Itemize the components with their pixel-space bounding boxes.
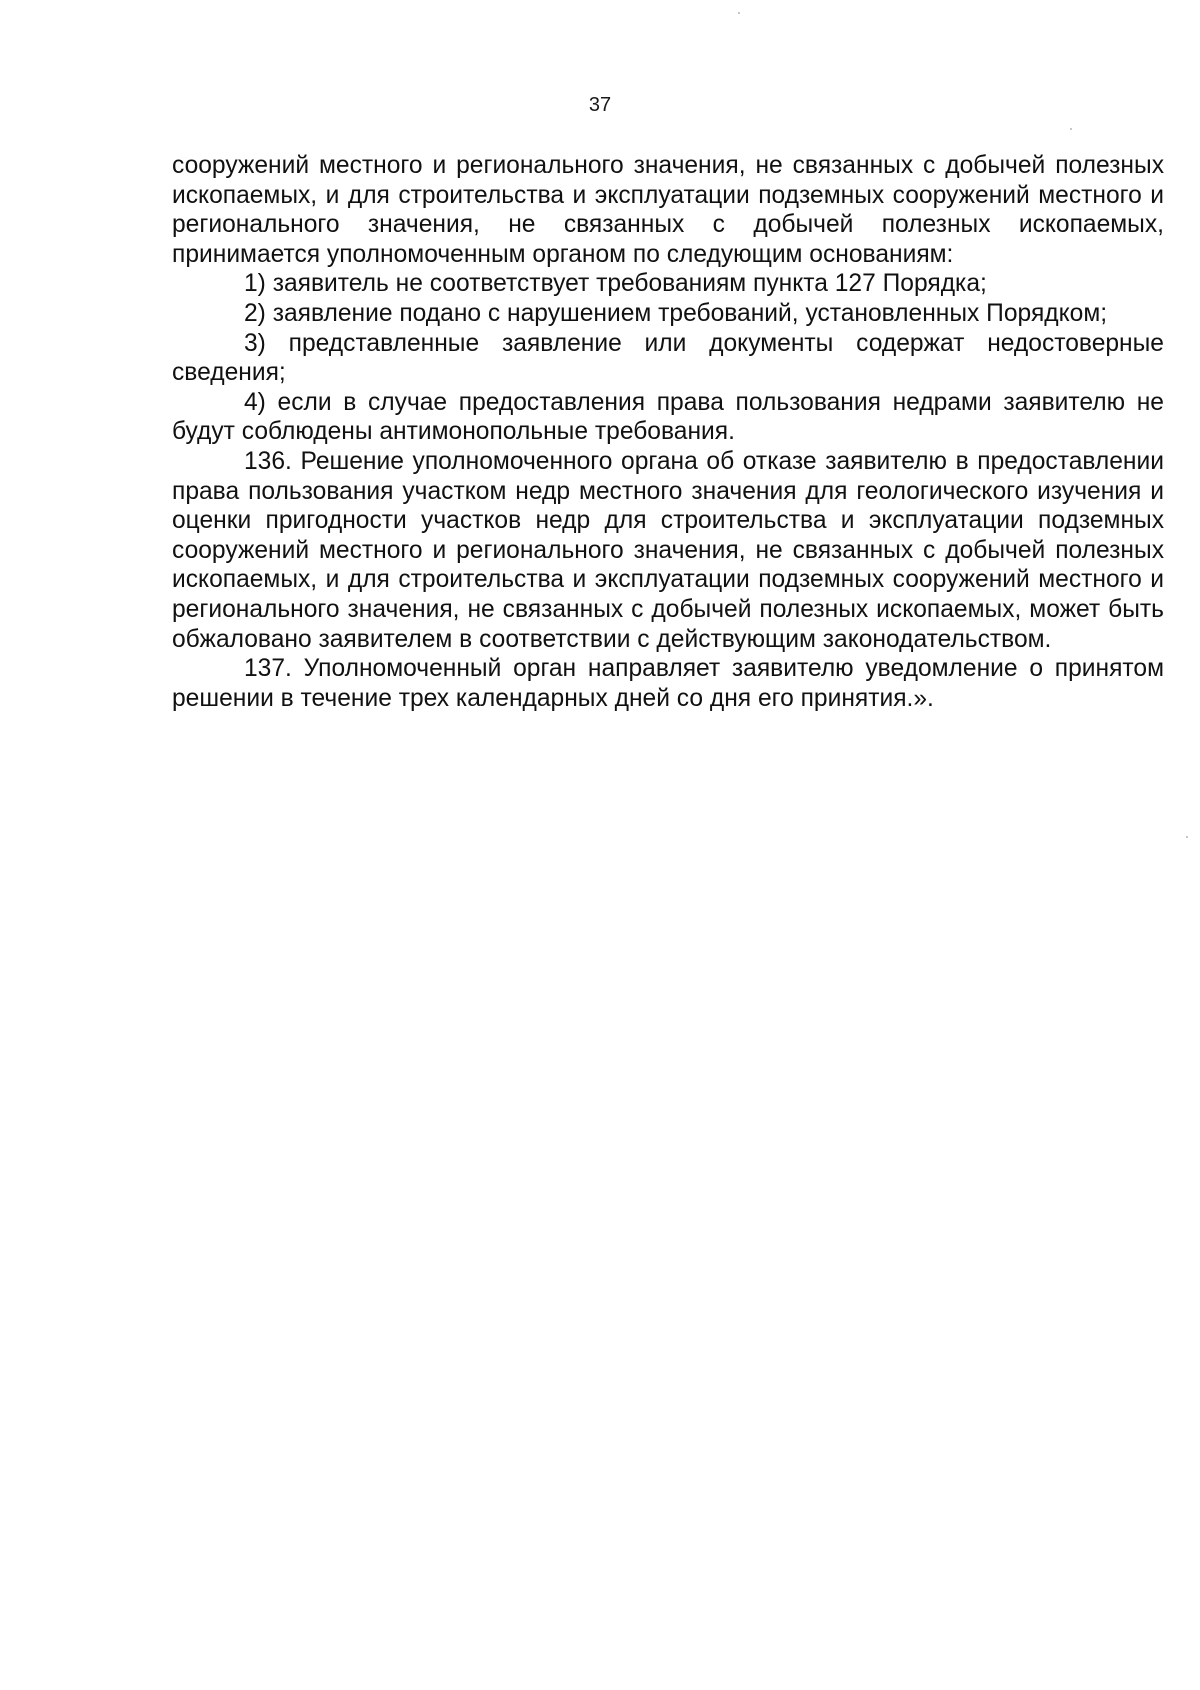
list-item-2: 2) заявление подано с нарушением требований, установленных Порядком; <box>244 299 1108 327</box>
paragraph-continuation: сооружений местного и регионального значения, не связанных с добычей полезных ископаемых, и для строительства и эксплуатации подземных сооружений местного и регионального значения, не связанных с добычей полезных ископаемых, принимается уполномоченным органом по следующим основаниям: <box>172 152 1164 268</box>
paragraph-137: 137. Уполномоченный орган направляет заявителю уведомление о принятом решении в течение трех календарных дней со дня его принятия.». <box>172 655 1164 712</box>
document-body <box>172 151 1164 713</box>
page-number: 37 <box>588 94 612 116</box>
paragraph-136: 136. Решение уполномоченного органа об отказе заявителю в предоставлении права пользования участком недр местного значения для геологического изучения и оценки пригодности участков недр для строительства и эксплуатации подземных сооружений местного и регионального значения, не связанных с добычей полезных ископаемых, и для строительства и эксплуатации подземных сооружений местного и регионального значения, не связанных с добычей полезных ископаемых, может быть обжаловано заявителем в соответствии с действующим законодательством. <box>172 447 1164 653</box>
list-item-4: 4) если в случае предоставления права пользования недрами заявителю не будут соблюдены антимонопольные требования. <box>172 388 1164 446</box>
scan-speck <box>1070 128 1072 130</box>
list-item-3: 3) представленные заявление или документы содержат недостоверные сведения; <box>172 329 1164 387</box>
scan-speck <box>1186 836 1188 838</box>
list-item-1: 1) заявитель не соответствует требованиям пункта 127 Порядка; <box>244 270 987 298</box>
scan-speck <box>738 12 740 14</box>
